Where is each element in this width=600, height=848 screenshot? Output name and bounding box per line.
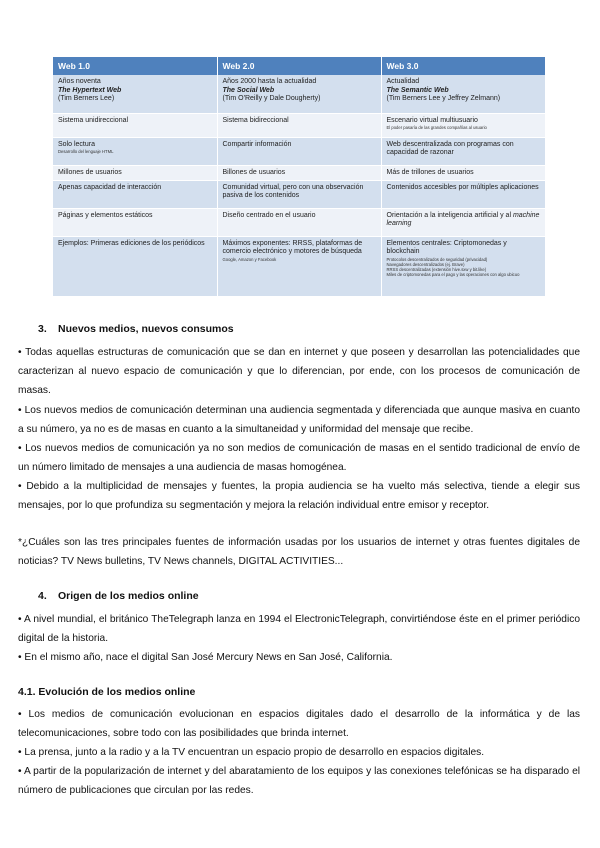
table-row <box>53 236 545 296</box>
section-4-heading: 4. Origen de los medios online <box>38 590 199 602</box>
table-row <box>53 137 545 165</box>
table-cell: Compartir información <box>217 137 381 165</box>
paragraph: • En el mismo año, nace el digital San José Mercury News en San José, California. <box>18 652 393 663</box>
paragraph: • A nivel mundial, el británico TheTelegraph lanza en 1994 el ElectronicTelegraph, convirtiéndose éste en el primer periódico digital de la historia. <box>18 614 580 644</box>
table-cell: Ejemplos: Primeras ediciones de los periódicos <box>53 236 217 296</box>
section-3-heading: 3. Nuevos medios, nuevos consumos <box>38 323 234 335</box>
table-row <box>53 75 545 113</box>
table-cell: Web descentralizada con programas con capacidad de razonar <box>381 137 545 165</box>
table-cell: Billones de usuarios <box>217 165 381 180</box>
table-header-row <box>53 57 545 75</box>
paragraph: • Debido a la multiplicidad de mensajes y fuentes, la propia audiencia se ha vuelto más selectiva, tiende a elegir sus mensajes, por lo que profundiza su segmentación y mejora la relación individual entre emisor y receptor. <box>18 481 580 511</box>
header-web2: Web 2.0 <box>217 57 381 75</box>
table-cell: Millones de usuarios <box>53 165 217 180</box>
table-row <box>53 165 545 180</box>
table-cell: Más de trillones de usuarios <box>381 165 545 180</box>
question-paragraph: *¿Cuáles son las tres principales fuentes de información usadas por los usuarios de internet y otras fuentes digitales de noticias? TV News bulletins, TV News channels, DIGITAL ACTIVITIES... <box>18 537 580 567</box>
table-cell: Sistema unidireccional <box>53 113 217 137</box>
table-cell: Actualidad The Semantic Web (Tim Berners Lee y Jeffrey Zelmann) <box>381 75 545 113</box>
table-cell: Años noventa The Hypertext Web (Tim Berners Lee) <box>53 75 217 113</box>
table-cell: Contenidos accesibles por múltiples aplicaciones <box>381 180 545 208</box>
table-cell: Máximos exponentes: RRSS, plataformas de comercio electrónico y motores de búsqueda Google, Amazon y Facebook <box>217 236 381 296</box>
table-cell: Apenas capacidad de interacción <box>53 180 217 208</box>
header-web3: Web 3.0 <box>381 57 545 75</box>
table-cell: Comunidad virtual, pero con una observación pasiva de los contenidos <box>217 180 381 208</box>
header-web1: Web 1.0 <box>53 57 217 75</box>
table-cell: Páginas y elementos estáticos <box>53 208 217 236</box>
table-cell: Diseño centrado en el usuario <box>217 208 381 236</box>
section-4-1-heading: 4.1. Evolución de los medios online <box>18 686 196 698</box>
paragraph: • Los nuevos medios de comunicación ya no son medios de comunicación de masas en el sentido tradicional de envío de un número limitado de mensajes a una audiencia de masas homogénea. <box>18 443 580 473</box>
table-cell: Escenario virtual multiusuario El poder pasaría de las grandes compañías al usuario <box>381 113 545 137</box>
table-row <box>53 180 545 208</box>
web-comparison-table <box>53 57 546 297</box>
table-row <box>53 208 545 236</box>
table-cell: Sistema bidireccional <box>217 113 381 137</box>
paragraph: • A partir de la popularización de internet y del abaratamiento de los equipos y las conexiones telefónicas se ha disparado el número de publicaciones que circulan por las redes. <box>18 766 580 796</box>
paragraph: • Los medios de comunicación evolucionan en espacios digitales dado el desarrollo de la informática y de las telecomunicaciones, sobre todo con las posibilidades que brinda internet. <box>18 709 580 739</box>
paragraph: • Los nuevos medios de comunicación determinan una audiencia segmentada y diferenciada que aunque masiva en cuanto a su número, ya no es de masas en cuanto a la simultaneidad y uniformidad del mensaje que recibe. <box>18 405 580 435</box>
table-cell: Años 2000 hasta la actualidad The Social Web (Tim O'Reilly y Dale Dougherty) <box>217 75 381 113</box>
paragraph: • Todas aquellas estructuras de comunicación que se dan en internet y que poseen y desarrollan las potencialidades que caracterizan al nuevo espacio de comunicación y que lo diferencian, por ende, con los procesos de comunicación de masas. <box>18 347 580 396</box>
paragraph: • La prensa, junto a la radio y a la TV encuentran un espacio propio de desarrollo en espacios digitales. <box>18 747 485 758</box>
table-cell: Elementos centrales: Criptomonedas y blockchain Protocolos descentralizados de seguridad (privacidad) Navegadores descentralizados (ej. Brave) RRSS descentralizadas (extensión hive.sxw y bit.like) Miles de criptomonedas para el pago y las operaciones con algo ubicuo <box>381 236 545 296</box>
table-cell: Orientación a la inteligencia artificial y al machine learning <box>381 208 545 236</box>
table-row <box>53 113 545 137</box>
table-cell: Solo lectura Desarrollo del lenguaje HTML <box>53 137 217 165</box>
